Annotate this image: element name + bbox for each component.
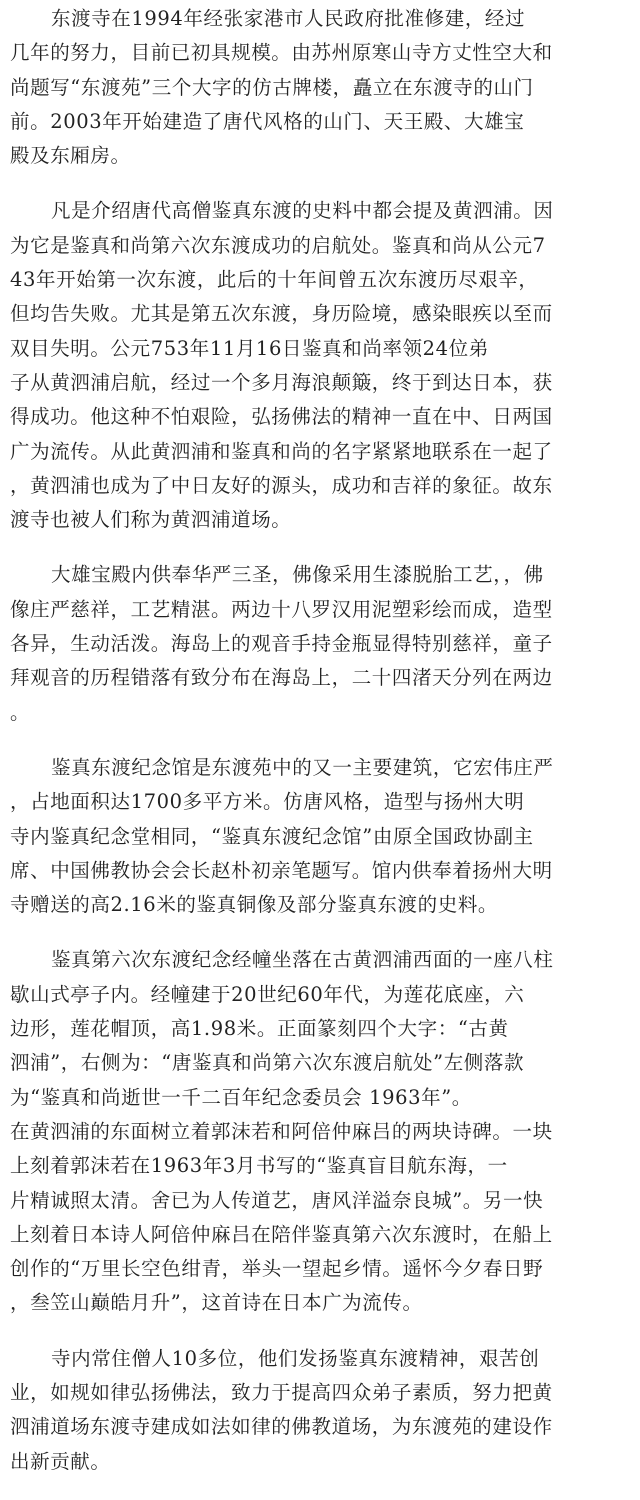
text-line: 上刻着日本诗人阿倍仲麻吕在陪伴鉴真第六次东渡时，在船上 bbox=[10, 1222, 553, 1246]
paragraph-4 bbox=[10, 751, 634, 922]
text-line: 但均告失败。尤其是第五次东渡，身历险境，感染眼疾以至而 bbox=[10, 302, 553, 326]
text-line: 鉴真东渡纪念馆是东渡苑中的又一主要建筑，它宏伟庄严 bbox=[51, 755, 554, 779]
text-line: 凡是介绍唐代高僧鉴真东渡的史料中都会提及黄泗浦。因 bbox=[51, 199, 554, 223]
text-line: 像庄严慈祥，工艺精湛。两边十八罗汉用泥塑彩绘而成，造型 bbox=[10, 597, 553, 621]
text-line: 在黄泗浦的东面树立着郭沫若和阿倍仲麻吕的两块诗碑。一块 bbox=[10, 1119, 553, 1143]
text-line: 东渡寺在1994年经张家港市人民政府批准修建，经过 bbox=[51, 7, 526, 30]
paragraph-3 bbox=[10, 558, 634, 729]
article-body bbox=[10, 2, 634, 1500]
text-line: 拜观音的历程错落有致分布在海岛上，二十四渚天分列在两边 bbox=[10, 666, 553, 690]
paragraph-1 bbox=[10, 2, 634, 173]
text-line: 得成功。他这种不怕艰险，弘扬佛法的精神一直在中、日两国 bbox=[10, 405, 553, 429]
text-line: 43年开始第一次东渡，此后的十年间曾五次东渡历尽艰辛， bbox=[10, 268, 539, 292]
text-line: 子从黄泗浦启航，经过一个多月海浪颠簸，终于到达日本，获 bbox=[10, 370, 553, 394]
text-line: 寺内常住僧人10多位，他们发扬鉴真东渡精神，艰苦创 bbox=[51, 1346, 540, 1370]
text-line: ，占地面积达1700多平方米。仿唐风格，造型与扬州大明 bbox=[10, 790, 525, 814]
paragraph-6 bbox=[10, 1342, 634, 1479]
text-line: 几年的努力，目前已初具规模。由苏州原寒山寺方丈性空大和 bbox=[10, 41, 553, 65]
text-line: ，黄泗浦也成为了中日友好的源头，成功和吉祥的象征。故东 bbox=[10, 473, 553, 497]
text-line: 殿及东厢房。 bbox=[10, 144, 131, 168]
text-line: 创作的“万里长空色绀青，举头一望起乡情。遥怀今夕春日野 bbox=[10, 1257, 544, 1281]
text-line: 业，如规如律弘扬佛法，致力于提高四众弟子素质，努力把黄 bbox=[10, 1380, 553, 1404]
text-line: 各异，生动活泼。海岛上的观音手持金瓶显得特别慈祥，童子 bbox=[10, 632, 553, 656]
paragraph-5 bbox=[10, 943, 634, 1320]
text-line: 席、中国佛教协会会长赵朴初亲笔题写。馆内供奉着扬州大明 bbox=[10, 858, 553, 882]
text-line: 歇山式亭子内。经幢建于20世纪60年代，为莲花底座，六 bbox=[10, 982, 525, 1006]
text-line: 为“鉴真和尚逝世一千二百年纪念委员会 1963年”。 bbox=[10, 1085, 472, 1109]
paragraph-2 bbox=[10, 194, 634, 537]
text-line: 。 bbox=[10, 700, 31, 724]
text-line: 边形，莲花帽顶，高1.98米。正面篆刻四个大字：“古黄 bbox=[10, 1017, 509, 1041]
text-line: 前。2003年开始建造了唐代风格的山门、天王殿、大雄宝 bbox=[10, 109, 525, 133]
text-line: 寺赠送的高2.16米的鉴真铜像及部分鉴真东渡的史料。 bbox=[10, 893, 499, 917]
text-line: 渡寺也被人们称为黄泗浦道场。 bbox=[10, 508, 292, 532]
text-line: 为它是鉴真和尚第六次东渡成功的启航处。鉴真和尚从公元7 bbox=[10, 233, 546, 257]
text-line: 片精诚照太清。舍已为人传道艺，唐风洋溢奈良城”。另一快 bbox=[10, 1188, 544, 1212]
text-line: 泗浦”，右侧为：“唐鉴真和尚第六次东渡启航处”左侧落款 bbox=[10, 1051, 525, 1075]
text-line: 尚题写“东渡苑”三个大字的仿古牌楼，矗立在东渡寺的山门 bbox=[10, 75, 534, 99]
text-line: 寺内鉴真纪念堂相同，“鉴真东渡纪念馆”由原全国政协副主 bbox=[10, 824, 534, 848]
text-line: 双目失明。公元753年11月16日鉴真和尚率领24位弟 bbox=[10, 336, 489, 360]
text-line: 上刻着郭沫若在1963年3月书写的“鉴真盲目航东海，一 bbox=[10, 1154, 508, 1178]
text-line: 出新贡献。 bbox=[10, 1449, 111, 1473]
text-line: 大雄宝殿内供奉华严三圣，佛像采用生漆脱胎工艺，，佛 bbox=[51, 563, 544, 587]
text-line: 鉴真第六次东渡纪念经幢坐落在古黄泗浦西面的一座八柱 bbox=[51, 948, 554, 972]
text-line: 泗浦道场东渡寺建成如法如律的佛教道场，为东渡苑的建设作 bbox=[10, 1415, 553, 1439]
text-line: ，叁笠山巅皓月升”，这首诗在日本广为流传。 bbox=[10, 1291, 423, 1315]
text-line: 广为流传。从此黄泗浦和鉴真和尚的名字紧紧地联系在一起了 bbox=[10, 439, 553, 463]
